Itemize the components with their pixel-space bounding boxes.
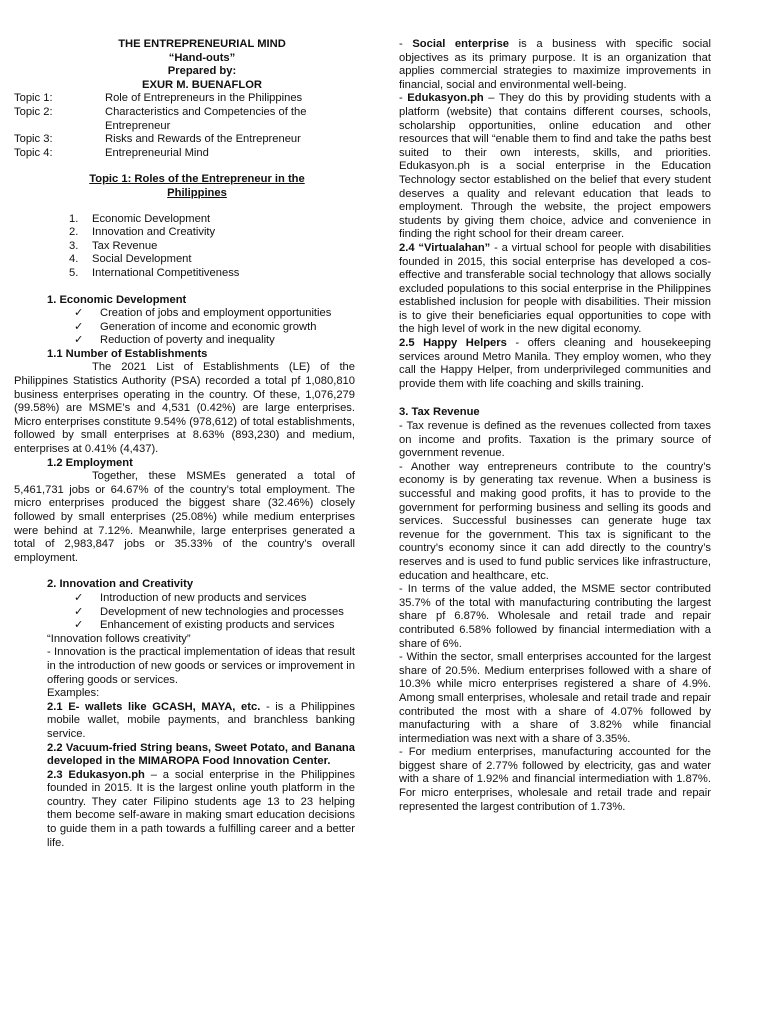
definition-text: is a business with specific social objectives as its primary purpose. It is an organization that applies commercial strategies to maximize improvements in financial, social and environmental well-being. bbox=[399, 38, 711, 91]
example-vacuum-fried: 2.2 Vacuum-fried String beans, Sweet Potato, and Banana developed in the MIMAROPA Food Innovation Center. bbox=[47, 741, 355, 768]
list-item bbox=[69, 267, 355, 281]
tax-paragraph: - In terms of the value added, the MSME sector contributed 35.7% of the total with manufacturing contributing the largest share pf 6.87%. Wholesale and retail trade and repair contributed 6.58% followed by financial intermediation with a share of 6%. bbox=[399, 583, 711, 650]
virtualahan-text: - a virtual school for people with disabilities founded in 2015, this social enterprise has developed a cos-effective and transferable social technology that allows socially excluded populations to this social enterprise in the Philippines established inclusion for people with disabilities. Their mission is to give their beneficiaries equal opportunities to cope with the high level of work in the new digital economy. bbox=[399, 241, 712, 336]
example-edukasyon bbox=[47, 769, 355, 851]
tax-paragraph: - Within the sector, small enterprises accounted for the largest share of 20.5%. Medium enterprises followed with a share of 10.3% while micro enterprises registered a share of 4.9%. Among small enterprises, wholesale and retail trade and repair contributed the most with a share of 4.07% followed by manufacturing with a share of 3.82% while financial intermediation was next with a share of 3.35%. bbox=[399, 651, 711, 745]
example-text: – a social enterprise in the Philippines founded in 2015. It is the largest online youth platform in the country. They cater Filipino students age 13 to 23 helping them become self-aware in making smart education decisions to guide them in a path towards a fulfilling career and a better life. bbox=[47, 768, 356, 849]
checklist-item bbox=[74, 307, 355, 321]
establishments-heading: 1.1 Number of Establishments bbox=[47, 347, 208, 360]
list-item bbox=[69, 213, 355, 227]
author-name: EXUR M. BUENAFLOR bbox=[142, 78, 262, 91]
innovation-definition: - Innovation is the practical implementation of ideas that result in the introduction of new goods or services or improvement in offering goods or services. bbox=[47, 646, 355, 686]
document-title: THE ENTREPRENEURIAL MIND bbox=[118, 38, 286, 50]
list-text: Tax Revenue bbox=[92, 239, 158, 252]
topic-label: Topic 2: bbox=[14, 105, 53, 118]
tax-paragraph: - Tax revenue is defined as the revenues collected from taxes on income and profits. Taxation is the primary source of government revenue. bbox=[399, 420, 711, 460]
topic-row bbox=[14, 133, 355, 147]
edukasyon-paragraph: - Edukasyon.ph – They do this by providing students with a platform (website) that contains different courses, schools, scholarship opportunities, online education and other resources that will “enable them to find and take the paths best suited to their own interests, skills, and priorities. Edukasyon.ph is a social enterprise in the Education Technology sector established on the belief that every student deserves a quality and relevant education that leads to employment. Through the website, the project empowers students by giving them choice, advice and convenience in finding the right school for their dream career. bbox=[399, 92, 712, 241]
checklist-item bbox=[74, 592, 355, 606]
check-text: Development of new technologies and processes bbox=[100, 605, 344, 618]
check-icon: ✓ bbox=[74, 605, 84, 618]
topic1-title: Topic 1: Roles of the Entrepreneur in the Philippines bbox=[89, 173, 305, 199]
innovation-heading: 2. Innovation and Creativity bbox=[47, 578, 194, 591]
term-edukasyon: Edukasyon.ph bbox=[407, 92, 484, 105]
list-item bbox=[69, 253, 355, 267]
topic-row bbox=[14, 147, 355, 161]
employment-heading: 1.2 Employment bbox=[47, 456, 133, 469]
topic-label: Topic 3: bbox=[14, 133, 53, 146]
check-icon: ✓ bbox=[74, 334, 84, 347]
check-icon: ✓ bbox=[74, 307, 84, 320]
list-item bbox=[69, 226, 355, 240]
examples-label: Examples: bbox=[47, 687, 100, 700]
list-text: Innovation and Creativity bbox=[92, 226, 216, 239]
happy-helpers-paragraph bbox=[399, 337, 711, 391]
establishments-paragraph: The 2021 List of Establishments (LE) of the Philippines Statistics Authority (PSA) recorded a total pf 1,080,810 business enterprises operating in the country. Of these, 1,076,279 (99.58%) are MSME’s and 4,531 (0.42%) are large enterprises. Micro enterprises constitute 9.54% (978,612) of total establishments, followed by small enterprises at 8.63% (893,230) and medium, enterprises at 0.41% (4,437). bbox=[14, 361, 355, 456]
topic-text: Entrepreneurial Mind bbox=[105, 146, 209, 159]
topic-row bbox=[14, 106, 355, 133]
dash: - bbox=[399, 38, 413, 50]
social-enterprise-paragraph bbox=[399, 38, 711, 92]
left-column bbox=[14, 38, 355, 850]
innovation-quote: “Innovation follows creativity” bbox=[47, 632, 191, 645]
list-text: Social Development bbox=[92, 253, 192, 266]
term-happy-helpers: 2.5 Happy Helpers bbox=[399, 337, 507, 350]
list-number: 1. bbox=[69, 212, 79, 225]
check-icon: ✓ bbox=[74, 591, 84, 604]
example-title: 2.3 Edukasyon.ph bbox=[47, 768, 145, 781]
econ-heading: 1. Economic Development bbox=[47, 293, 187, 306]
topic-label: Topic 4: bbox=[14, 146, 53, 159]
check-icon: ✓ bbox=[74, 619, 84, 632]
check-text: Creation of jobs and employment opportunities bbox=[100, 307, 332, 320]
list-text: Economic Development bbox=[92, 212, 211, 225]
example-text: - is a Philippines mobile wallet, mobile payments, and branchless banking service. bbox=[47, 700, 355, 740]
tax-paragraph: - For medium enterprises, manufacturing accounted for the biggest share of 2.77% followed by electricity, gas and water with a share of 1.92% and financial intermediation with 1.87%. For micro enterprises, wholesale and retail trade and repair represented the largest contribution of 1.73%. bbox=[399, 746, 711, 813]
topic-row bbox=[14, 92, 355, 106]
term-virtualahan: 2.4 “Virtualahan” bbox=[399, 241, 491, 254]
tax-heading: 3. Tax Revenue bbox=[399, 406, 480, 419]
topic-text: Risks and Rewards of the Entrepreneur bbox=[105, 133, 301, 146]
topic-list bbox=[14, 92, 355, 160]
edukasyon-text: – They do this by providing students with a platform (website) that contains different courses, schools, scholarship opportunities, online education and other resources that will “enable them to find and take the paths best suited to their own interests, skills, and priorities. Edukasyon.ph is a social enterprise in the Education Technology sector established on the belief that every student deserves a quality and relevant education that leads to employment. Through the website, the project empowers students by giving them choice, advice and convenience in finding the right school for their dream career. bbox=[399, 92, 712, 241]
roles-list bbox=[69, 213, 355, 281]
check-text: Enhancement of existing products and services bbox=[100, 619, 335, 632]
example-title: 2.1 E- wallets like GCASH, MAYA, etc. bbox=[47, 700, 261, 713]
document-subtitle: “Hand-outs” bbox=[168, 51, 236, 64]
checklist-item bbox=[74, 334, 355, 348]
checklist-item bbox=[74, 606, 355, 620]
list-text: International Competitiveness bbox=[92, 266, 240, 279]
check-text: Introduction of new products and services bbox=[100, 591, 307, 604]
check-text: Generation of income and economic growth bbox=[100, 320, 317, 333]
list-item bbox=[69, 240, 355, 254]
check-text: Reduction of poverty and inequality bbox=[100, 334, 275, 347]
term-social-enterprise: Social enterprise bbox=[412, 38, 510, 50]
example-gcash bbox=[47, 701, 355, 742]
prepared-by-label: Prepared by: bbox=[167, 65, 237, 78]
list-number: 3. bbox=[69, 239, 79, 252]
list-number: 4. bbox=[69, 253, 79, 266]
check-icon: ✓ bbox=[74, 320, 84, 333]
topic-text: Role of Entrepreneurs in the Philippines bbox=[105, 92, 303, 105]
topic-label: Topic 1: bbox=[14, 92, 53, 105]
tax-paragraph: - Another way entrepreneurs contribute to the country’s economy is by generating tax revenue. When a business is successful and making good profits, it has to provide to the government for performing business and selling its goods and services. Successful businesses can generate huge tax revenue for the government. This tax is significant to the country’s economy since it can add directly to the country’s reserves and is used to fund public services like infrastructure, education and healthcare, etc. bbox=[399, 460, 711, 582]
list-number: 5. bbox=[69, 266, 79, 279]
list-number: 2. bbox=[69, 226, 79, 239]
checklist-item bbox=[74, 321, 355, 335]
happy-helpers-text: - offers cleaning and housekeeping services around Metro Manila. They employ women, who they call the Happy Helper, from underprivileged communities and provide them with life coaching and skills training. bbox=[399, 337, 711, 390]
virtualahan-paragraph bbox=[399, 242, 711, 337]
employment-paragraph: Together, these MSMEs generated a total of 5,461,731 jobs or 64.67% of the country’s total employment. The micro enterprises produced the biggest share (32.46%) closely followed by small enterprises (25.08%) while medium enterprises were behind at 7.12%. Meanwhile, large enterprises generated a total of 2,983,847 jobs or 35.33% of the country’s overall employment. bbox=[14, 470, 355, 564]
right-column bbox=[399, 38, 711, 814]
checklist-item bbox=[74, 619, 355, 633]
topic-text: Characteristics and Competencies of the Entrepreneur bbox=[105, 105, 307, 132]
